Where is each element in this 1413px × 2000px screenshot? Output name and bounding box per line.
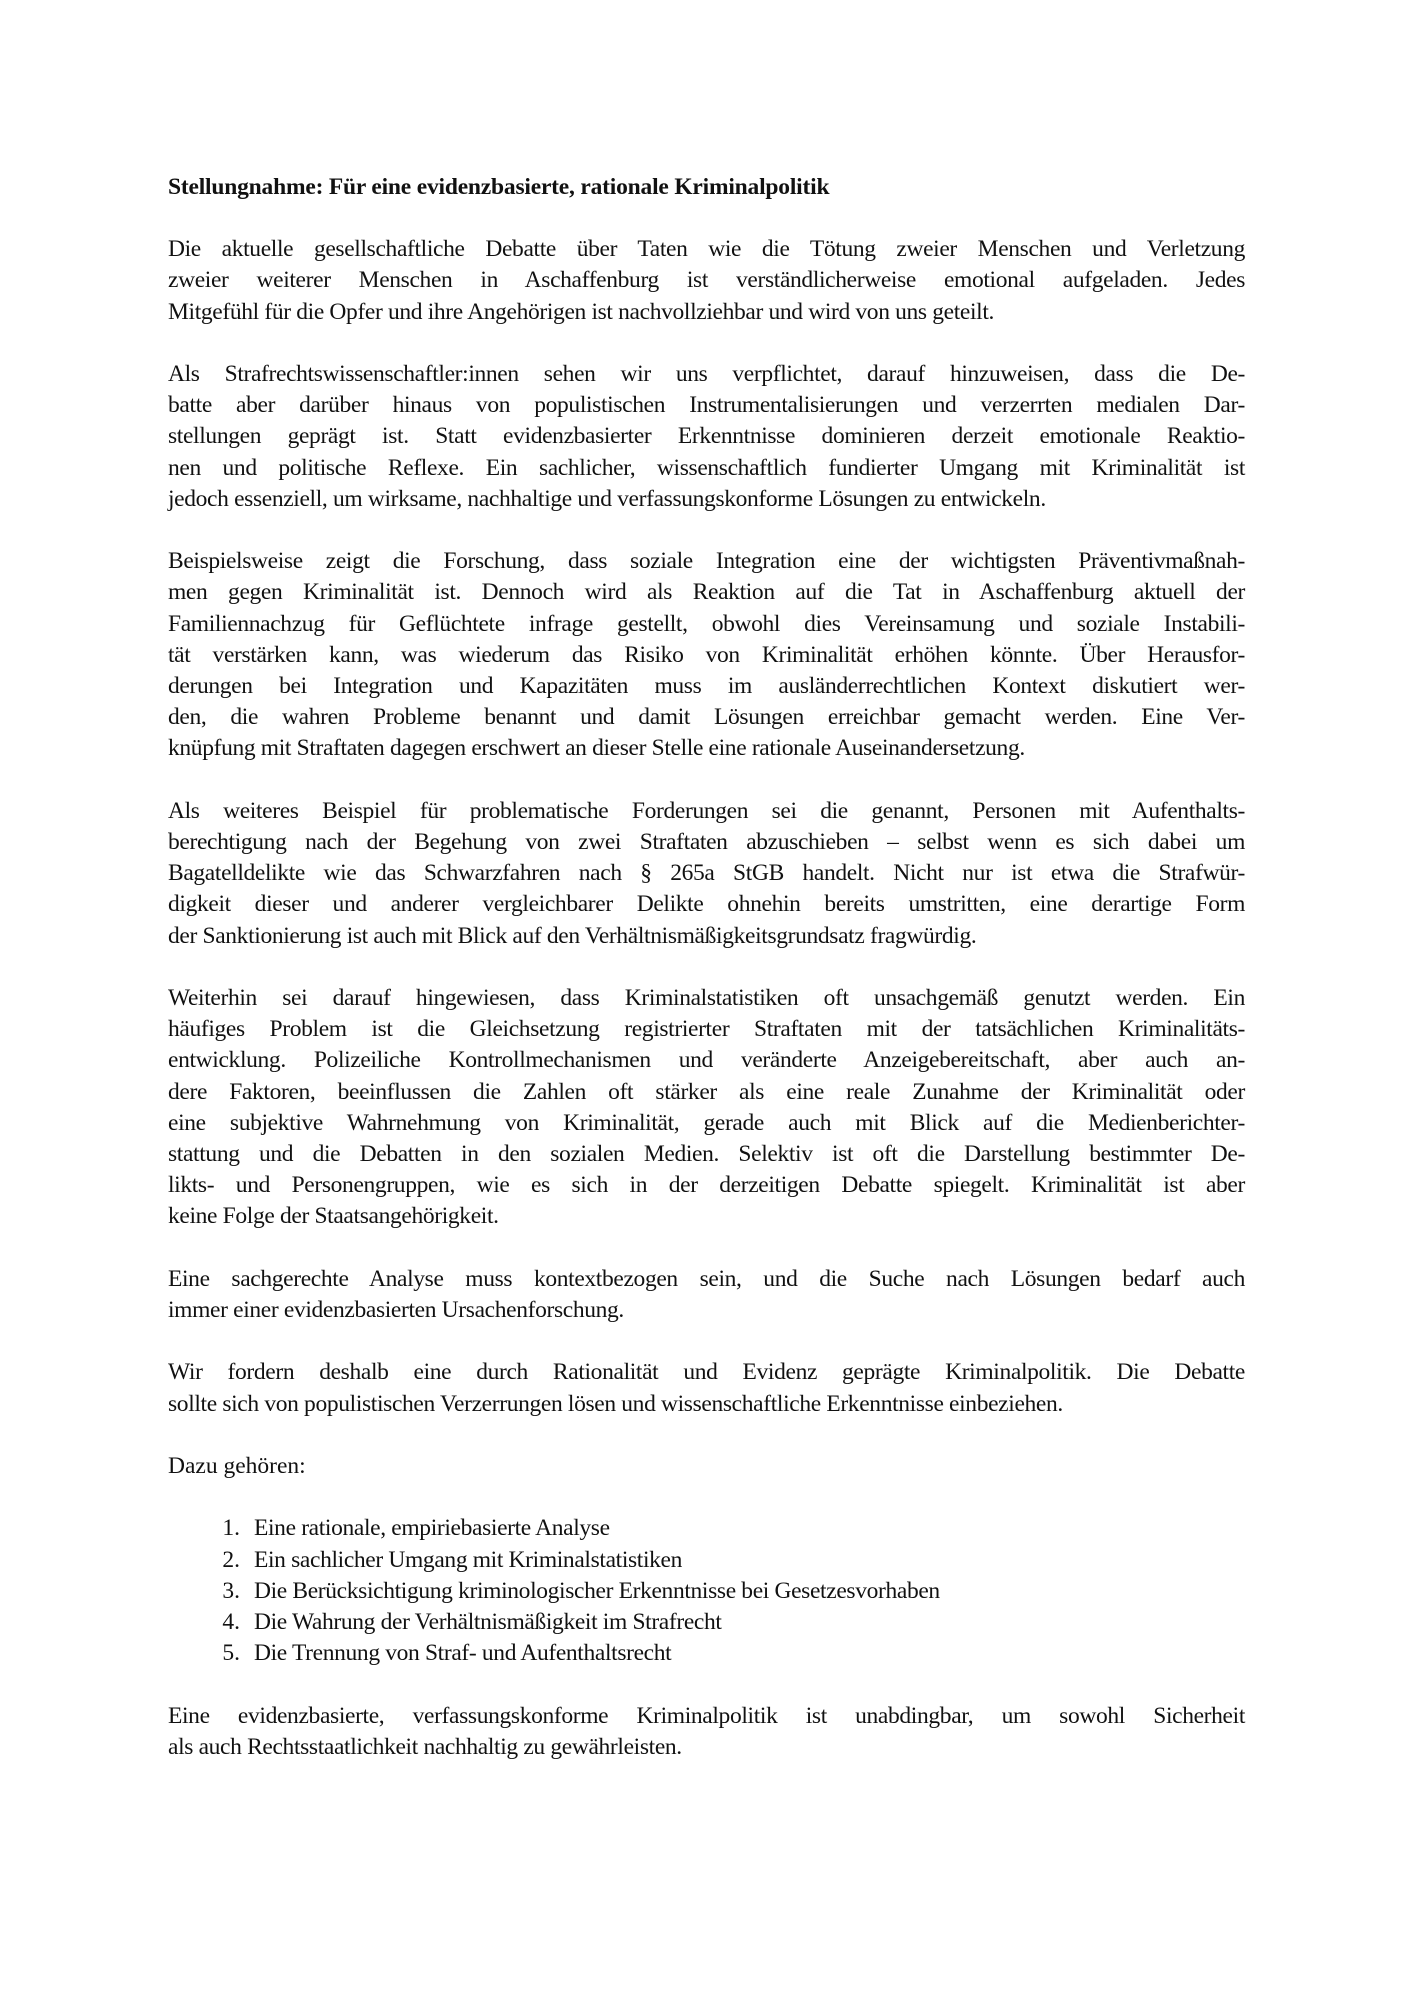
text-line: Eine sachgerechte Analyse muss kontextbezogen sein, und die Suche nach Lösungen bedarf auch bbox=[168, 1265, 1245, 1292]
text-line: entwicklung. Polizeiliche Kontrollmechanismen und veränderte Anzeigebereitschaft, aber auch an- bbox=[168, 1047, 1245, 1074]
text-line: Die aktuelle gesellschaftliche Debatte über Taten wie die Tötung zweier Menschen und Verletzung bbox=[168, 236, 1245, 263]
list-item-text: Die Berücksichtigung kriminologischer Erkenntnisse bei Gesetzesvorhaben bbox=[254, 1577, 940, 1604]
paragraph bbox=[168, 546, 1245, 764]
list-item-text: Die Wahrung der Verhältnismäßigkeit im Strafrecht bbox=[254, 1609, 722, 1636]
text-line: stellungen geprägt ist. Statt evidenzbasierter Erkenntnisse dominieren derzeit emotionale Reaktio- bbox=[168, 423, 1245, 450]
text-line: knüpfung mit Straftaten dagegen erschwert an dieser Stelle eine rationale Auseinandersetzung. bbox=[168, 735, 1025, 762]
paragraph bbox=[168, 796, 1245, 952]
list-item-text: Die Trennung von Straf- und Aufenthaltsrecht bbox=[254, 1640, 672, 1667]
text-line: keine Folge der Staatsangehörigkeit. bbox=[168, 1203, 499, 1230]
list-item-number: 1. bbox=[222, 1515, 240, 1542]
text-line: derungen bei Integration und Kapazitäten muss im ausländerrechtlichen Kontext diskutiert wer- bbox=[168, 673, 1245, 700]
paragraph bbox=[168, 359, 1245, 515]
text-line: Als weiteres Beispiel für problematische Forderungen sei die genannt, Personen mit Aufenthalts- bbox=[168, 797, 1245, 824]
text-line: immer einer evidenzbasierten Ursachenforschung. bbox=[168, 1297, 624, 1324]
paragraph bbox=[168, 234, 1245, 328]
text-line: häufiges Problem ist die Gleichsetzung registrierter Straftaten mit der tatsächlichen Kriminalitäts- bbox=[168, 1016, 1245, 1043]
text-line: dere Faktoren, beeinflussen die Zahlen oft stärker als eine reale Zunahme der Kriminalität oder bbox=[168, 1078, 1245, 1105]
text-line: likts- und Personengruppen, wie es sich in der derzeitigen Debatte spiegelt. Kriminalität ist aber bbox=[168, 1172, 1245, 1199]
text-line: men gegen Kriminalität ist. Dennoch wird als Reaktion auf die Tat in Aschaffenburg aktuell der bbox=[168, 579, 1245, 606]
list-item-text: Eine rationale, empiriebasierte Analyse bbox=[254, 1515, 610, 1542]
text-line: eine subjektive Wahrnehmung von Kriminalität, gerade auch mit Blick auf die Medienberichter- bbox=[168, 1109, 1245, 1136]
list-item-number: 4. bbox=[222, 1609, 240, 1636]
list-item-number: 3. bbox=[222, 1577, 240, 1604]
text-line: berechtigung nach der Begehung von zwei Straftaten abzuschieben – selbst wenn es sich dabei um bbox=[168, 829, 1245, 856]
text-line: den, die wahren Probleme benannt und damit Lösungen erreichbar gemacht werden. Eine Ver- bbox=[168, 704, 1245, 731]
list-intro: Dazu gehören: bbox=[168, 1453, 306, 1480]
paragraph bbox=[168, 1357, 1245, 1419]
paragraph bbox=[168, 983, 1245, 1233]
document-body bbox=[168, 234, 1245, 1420]
text-line: Eine evidenzbasierte, verfassungskonforme Kriminalpolitik ist unabdingbar, um sowohl Sicherheit bbox=[168, 1702, 1245, 1729]
text-line: digkeit dieser und anderer vergleichbarer Delikte ohnehin bereits umstritten, eine derartige Form bbox=[168, 891, 1245, 918]
document-title: Stellungnahme: Für eine evidenzbasierte, rationale Kriminalpolitik bbox=[168, 174, 830, 200]
closing-paragraph bbox=[168, 1701, 1245, 1763]
list-item bbox=[168, 1576, 1245, 1607]
text-line: Familiennachzug für Geflüchtete infrage gestellt, obwohl dies Vereinsamung und soziale Instabili- bbox=[168, 610, 1245, 637]
text-line: sollte sich von populistischen Verzerrungen lösen und wissenschaftliche Erkenntnisse einbeziehen. bbox=[168, 1390, 1063, 1417]
text-line: Weiterhin sei darauf hingewiesen, dass Kriminalstatistiken oft unsachgemäß genutzt werden. Ein bbox=[168, 985, 1245, 1012]
list-item bbox=[168, 1638, 1245, 1669]
text-line: batte aber darüber hinaus von populistischen Instrumentalisierungen und verzerrten medialen Dar- bbox=[168, 392, 1245, 419]
paragraph bbox=[168, 1264, 1245, 1326]
text-line: stattung und die Debatten in den sozialen Medien. Selektiv ist oft die Darstellung bestimmter De- bbox=[168, 1141, 1245, 1168]
list-item bbox=[168, 1513, 1245, 1544]
text-line: als auch Rechtsstaatlichkeit nachhaltig zu gewährleisten. bbox=[168, 1733, 682, 1760]
list-item bbox=[168, 1607, 1245, 1638]
document-page bbox=[168, 172, 1245, 1794]
list-item-number: 2. bbox=[222, 1546, 240, 1573]
text-line: Beispielsweise zeigt die Forschung, dass soziale Integration eine der wichtigsten Präventivmaßnah- bbox=[168, 548, 1245, 575]
text-line: Wir fordern deshalb eine durch Rationalität und Evidenz geprägte Kriminalpolitik. Die Debatte bbox=[168, 1359, 1245, 1386]
text-line: nen und politische Reflexe. Ein sachlicher, wissenschaftlich fundierter Umgang mit Kriminalität ist bbox=[168, 454, 1245, 481]
text-line: zweier weiterer Menschen in Aschaffenburg ist verständlicherweise emotional aufgeladen. Jedes bbox=[168, 267, 1245, 294]
list-item-number: 5. bbox=[222, 1640, 240, 1667]
demands-list bbox=[168, 1513, 1245, 1669]
list-item-text: Ein sachlicher Umgang mit Kriminalstatistiken bbox=[254, 1546, 683, 1573]
text-line: Mitgefühl für die Opfer und ihre Angehörigen ist nachvollziehbar und wird von uns geteilt. bbox=[168, 298, 995, 325]
text-line: Als Strafrechtswissenschaftler:innen sehen wir uns verpflichtet, darauf hinzuweisen, dass die De- bbox=[168, 361, 1245, 387]
text-line: der Sanktionierung ist auch mit Blick auf den Verhältnismäßigkeitsgrundsatz fragwürdig. bbox=[168, 922, 977, 949]
text-line: jedoch essenziell, um wirksame, nachhaltige und verfassungskonforme Lösungen zu entwickeln. bbox=[168, 485, 1046, 512]
list-item bbox=[168, 1545, 1245, 1576]
text-line: tät verstärken kann, was wiederum das Risiko von Kriminalität erhöhen könnte. Über Herausfor- bbox=[168, 641, 1245, 668]
text-line: Bagatelldelikte wie das Schwarzfahren nach § 265a StGB handelt. Nicht nur ist etwa die Strafwür- bbox=[168, 860, 1245, 887]
